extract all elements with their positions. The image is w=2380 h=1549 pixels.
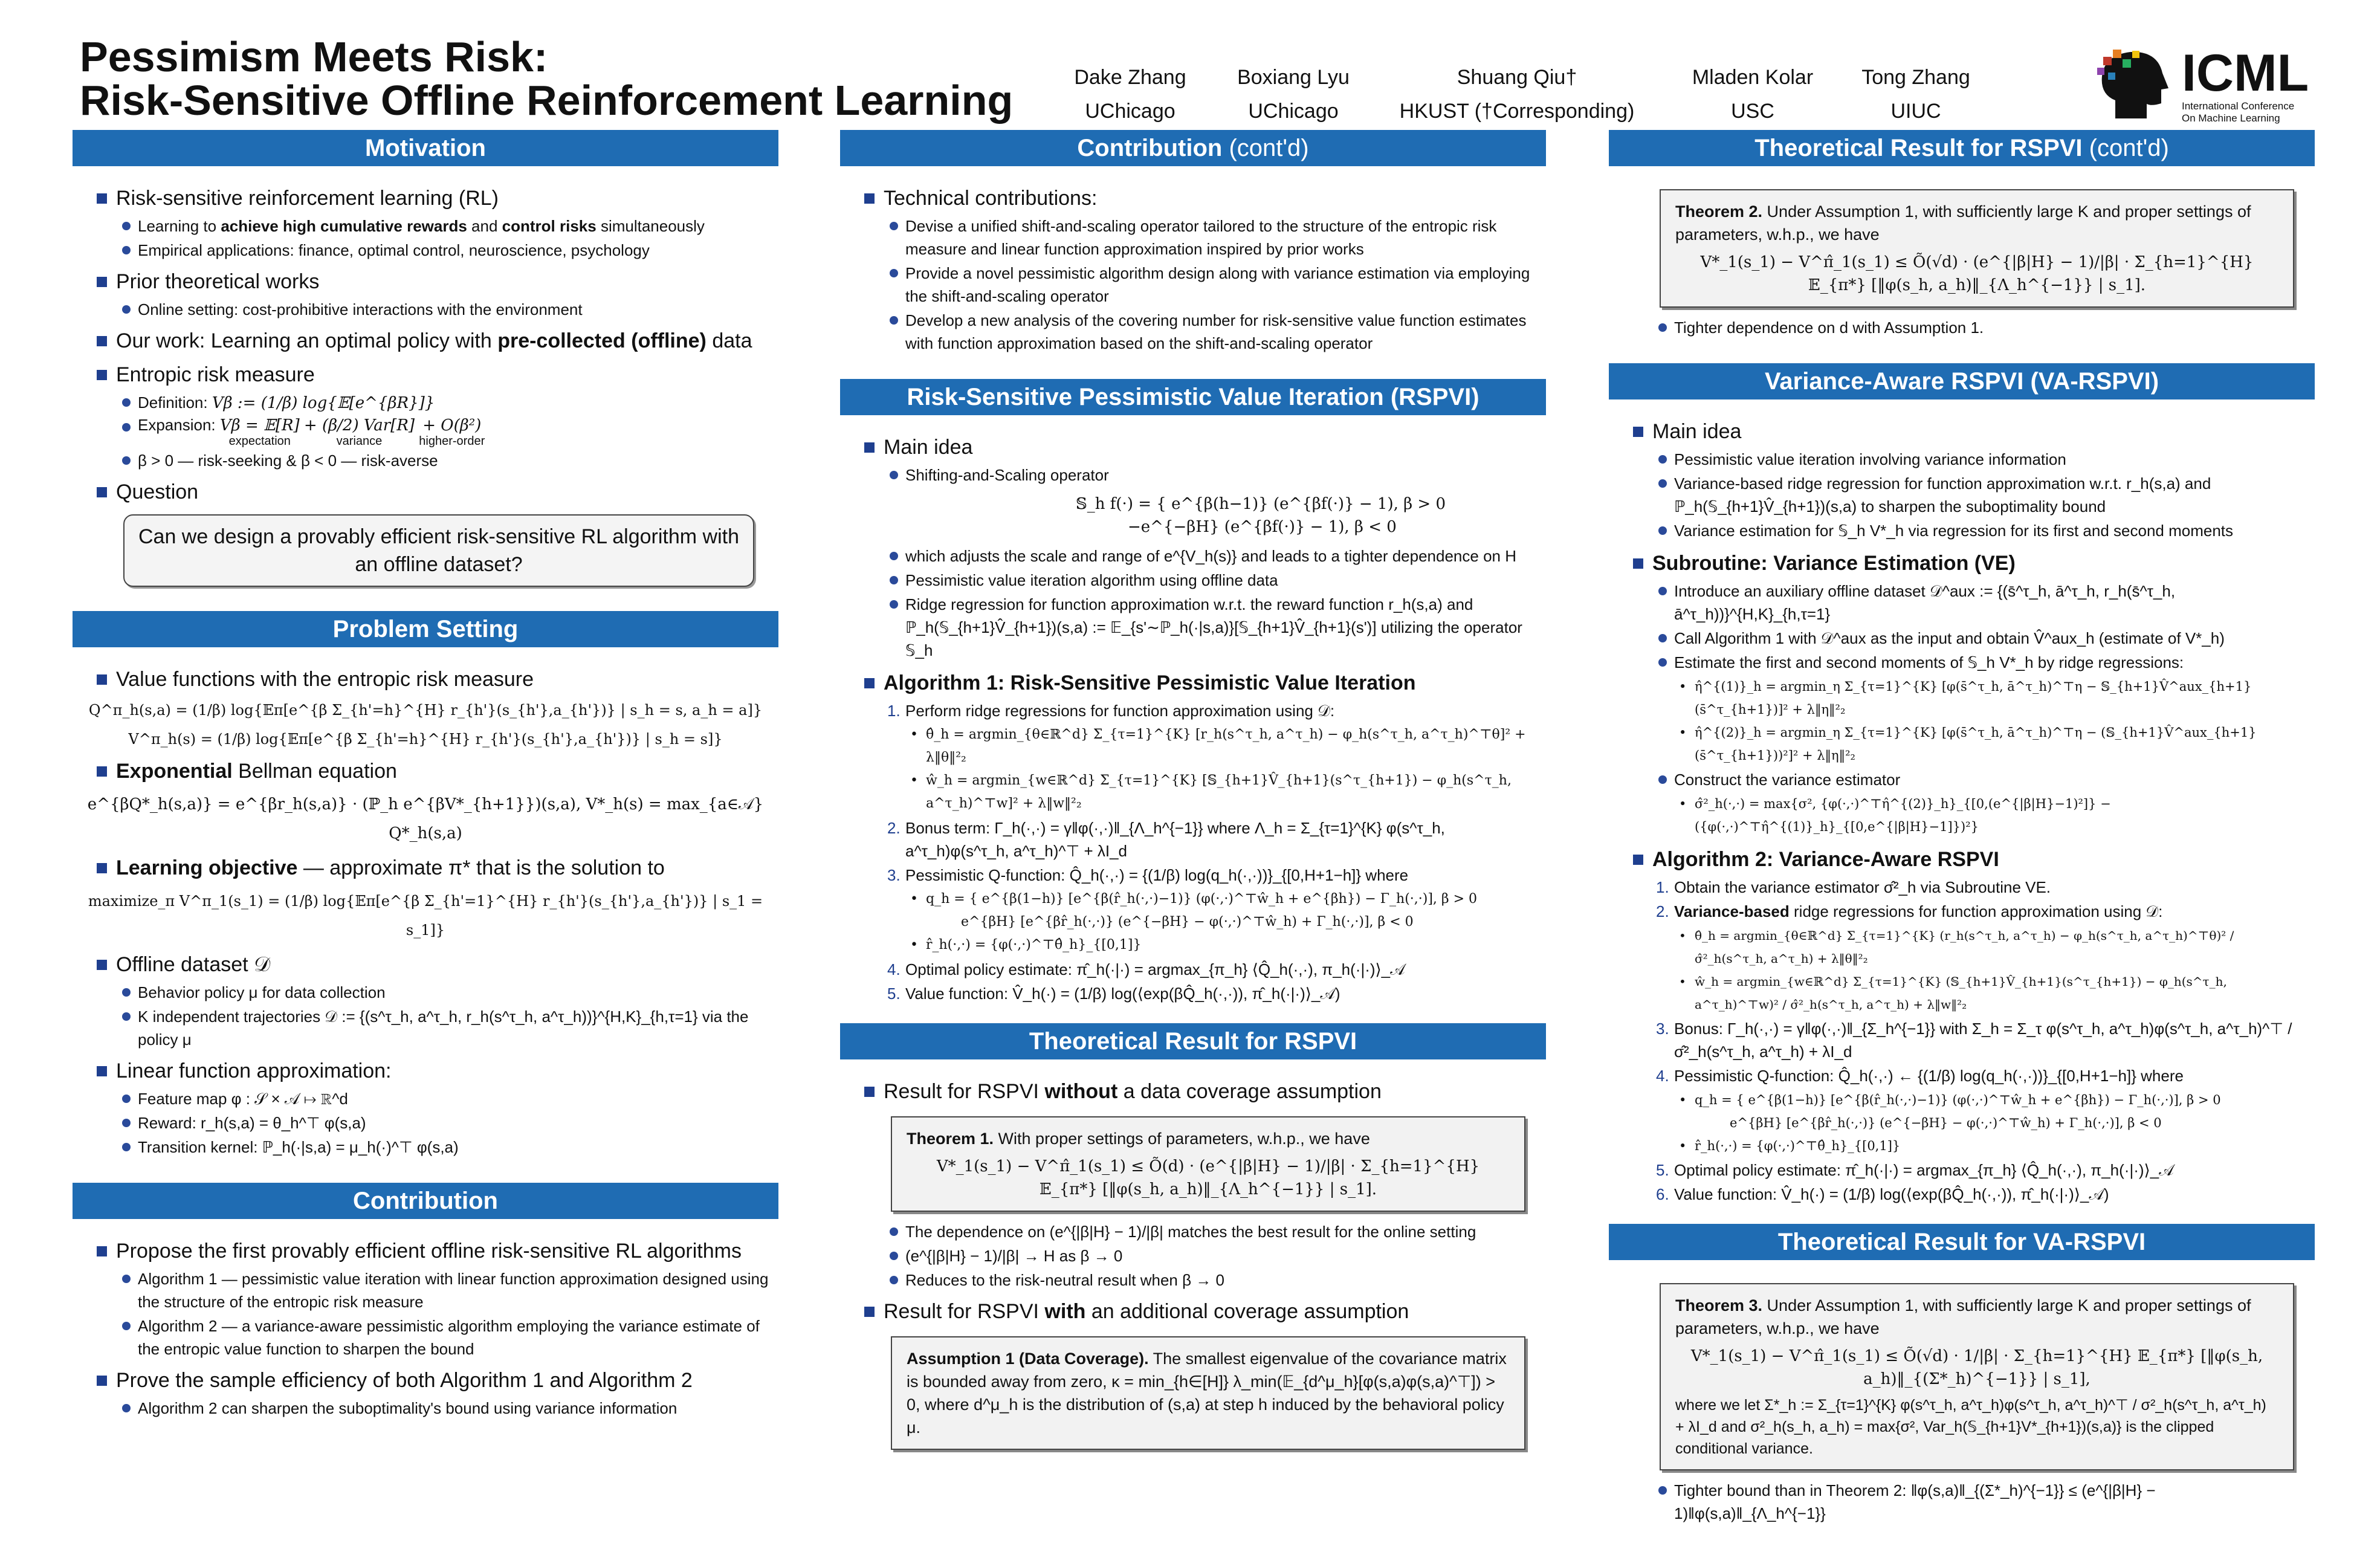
section-header: Theoretical Result for RSPVI	[840, 1023, 1546, 1059]
author-affiliation: UChicago	[1248, 100, 1339, 123]
bullet: Exponential Bellman equation	[79, 757, 772, 785]
author-name: Boxiang Lyu	[1237, 66, 1350, 89]
algorithm-substep: • ŵ_h = argmin_{w∈ℝ^d} Σ_{τ=1}^{K} [𝕊_{h+1}V̂_{h+1}(s^τ_{h+1}) − φ_h(s^τ_h, a^τ_h)^⊤w]² + λ‖w‖²₂	[846, 769, 1540, 815]
algorithm-substep: • q_h = { e^{β(1−h)} [e^{β(r̂_h(·,·)−1)} (φ(·,·)^⊤ŵ_h + e^{βh}) − Γ_h(·,·)], β > 0	[846, 888, 1540, 911]
sub-bullet: Call Algorithm 1 with 𝒟^aux as the input and obtain V̂^aux_h (estimate of V*_h)	[1615, 627, 2309, 650]
bullet: Technical contributions:	[846, 184, 1540, 212]
sub-bullet: Reward: r_h(s,a) = θ_h^⊤ φ(s,a)	[79, 1111, 772, 1134]
bullet: Result for RSPVI without a data coverage assumption	[846, 1078, 1540, 1105]
author-affiliation: USC	[1731, 100, 1774, 123]
expansion-term: + O(β²) higher-order	[419, 416, 485, 448]
section-header: Problem Setting	[73, 611, 778, 647]
author-affiliation: UChicago	[1085, 100, 1175, 123]
section-header: Contribution (cont'd)	[840, 130, 1546, 166]
algorithm-2-title: Algorithm 2: Variance-Aware RSPVI	[1615, 846, 2309, 873]
algorithm-step: 3. Bonus: Γ_h(·,·) = γ‖φ(·,·)‖_{Σ_h^{−1}} with Σ_h = Σ_τ φ(s^τ_h, a^τ_h)φ(s^τ_h, a^τ_h)^⊤ / σ̂²_h(s^τ_h, a^τ_h) + λI_d	[1656, 1020, 2292, 1061]
author-2	[1215, 60, 1372, 128]
poster-title-line1: Pessimism Meets Risk:	[80, 33, 548, 80]
text-line: which adjusts the scale and range of e^{V_h(s)} and leads to a tighter dependence on H	[846, 545, 1540, 568]
sub-bullet: Learning to achieve high cumulative rewards and control risks simultaneously	[79, 215, 772, 238]
algorithm-substep: • θ̂_h = argmin_{θ∈ℝ^d} Σ_{τ=1}^{K} (r_h(s^τ_h, a^τ_h) − φ_h(s^τ_h, a^τ_h)^⊤θ)² / σ̂²_h(s^τ_h, a^τ_h) + λ‖θ‖²₂	[1615, 924, 2309, 970]
theorem-2-box: Theorem 2. Under Assumption 1, with sufficiently large K and proper settings of parameters, w.h.p., we have V*_1(s_1) − V^π̂_1(s_1) ≤ Õ(√d) · (e^{|β|H} − 1)/|β| · Σ_{h=1}^{H} 𝔼_{π*} [‖φ(s_h, a_h)‖_{Λ_h^{−1}} | s_1].	[1660, 189, 2294, 308]
column-2	[840, 130, 1546, 1474]
section-rspvi	[840, 379, 1546, 1005]
equation-v: V^π_h(s) = (1/β) log{𝔼π[e^{β Σ_{h'=h}^{H} r_{h'}(s_{h'},a_{h'})} | s_h = s]}	[128, 731, 723, 748]
poster-title	[80, 35, 1013, 122]
algorithm-substep-cont: e^{βH} [e^{βr̂_h(·,·)} (e^{−βH} − φ(·,·)^⊤ŵ_h) + Γ_h(·,·)], β < 0	[961, 914, 1414, 930]
author-name: Shuang Qiu†	[1457, 66, 1577, 89]
icml-logo-sub1: International Conference	[2182, 100, 2295, 112]
sub-bullet: K independent trajectories 𝒟 := {(s^τ_h, a^τ_h, r_h(s^τ_h, a^τ_h))}^{H,K}_{h,τ=1} via the policy μ	[79, 1005, 772, 1051]
bullet: Linear function approximation:	[79, 1057, 772, 1085]
section-header: Theoretical Result for RSPVI (cont'd)	[1609, 130, 2315, 166]
sub-bullet: β > 0 — risk-seeking & β < 0 — risk-averse	[79, 449, 772, 472]
sub-bullet: Algorithm 2 — a variance-aware pessimistic algorithm employing the variance estimate of the entropic value function to sharpen the bound	[79, 1315, 772, 1360]
section-header: Theoretical Result for VA-RSPVI	[1609, 1224, 2315, 1260]
author-name: Mladen Kolar	[1692, 66, 1814, 89]
sub-bullet: Devise a unified shift-and-scaling operator tailored to the structure of the entropic risk measure and linear function approximation inspired by prior works	[846, 215, 1540, 260]
bullet: Prior theoretical works	[79, 268, 772, 296]
sub-bullet: Tighter dependence on d with Assumption 1.	[1615, 316, 2309, 339]
sub-bullet: Tighter bound than in Theorem 2: ‖φ(s,a)‖_{(Σ*_h)^{−1}} ≤ (e^{|β|H} − 1)‖φ(s,a)‖_{Λ_h^{−1}}	[1615, 1479, 2309, 1525]
sub-bullet: Transition kernel: ℙ_h(·|s,a) = μ_h(·)^⊤ φ(s,a)	[79, 1136, 772, 1159]
column-1	[73, 130, 778, 1444]
sub-bullet: Feature map φ : 𝒮 × 𝒜 ↦ ℝ^d	[79, 1087, 772, 1110]
section-header: Risk-Sensitive Pessimistic Value Iteration (RSPVI)	[840, 379, 1546, 415]
sub-bullet: Reduces to the risk-neutral result when β → 0	[846, 1269, 1540, 1292]
equation-shift-scale: 𝕊_h f(·) = { e^{β(h−1)} (e^{βf(·)} − 1), β > 0 −e^{−βH} (e^{βf(·)} − 1), β < 0	[1076, 495, 1446, 536]
sub-bullet: Construct the variance estimator	[1615, 768, 2309, 791]
section-header: Motivation	[73, 130, 778, 166]
section-problem-setting	[73, 611, 778, 1159]
sub-bullet: Pessimistic value iteration algorithm using offline data	[846, 569, 1540, 592]
author-affiliation: UIUC	[1890, 100, 1941, 123]
section-contribution	[73, 1183, 778, 1420]
algorithm-step: 1. Obtain the variance estimator σ̂²_h via Subroutine VE.	[1656, 878, 2051, 896]
author-5	[1837, 60, 1994, 128]
algorithm-step: 4. Pessimistic Q-function: Q̂_h(·,·) ← {(1/β) log(q_h(·,·))}_{[0,H+1−h]} where	[1656, 1067, 2184, 1085]
algorithm-1-title: Algorithm 1: Risk-Sensitive Pessimistic Value Iteration	[846, 669, 1540, 697]
expansion-term: Vβ = 𝔼[R] expectation	[219, 416, 300, 448]
section-theory-rspvi-cont	[1609, 130, 2315, 339]
sub-bullet: Variance-based ridge regression for function approximation w.r.t. r_h(s,a) and ℙ_h(𝕊_{h+1}V̂_{h+1})(s,a) to sharpen the suboptimality bound	[1615, 472, 2309, 518]
sub-bullet: (e^{|β|H} − 1)/|β| → H as β → 0	[846, 1244, 1540, 1267]
algorithm-substep-cont: e^{βH} [e^{βr̂_h(·,·)} (e^{−βH} − φ(·,·)^⊤ŵ_h) + Γ_h(·,·)], β < 0	[1730, 1116, 2162, 1130]
sub-bullet: Expansion: Vβ = 𝔼[R] expectation + (β/2) Var[R] variance + O(β²) higher-order	[79, 416, 772, 448]
sub-bullet: The dependence on (e^{|β|H} − 1)/|β| matches the best result for the online setting	[846, 1220, 1540, 1243]
sub-bullet: Pessimistic value iteration involving variance information	[1615, 448, 2309, 471]
subroutine-substep: • η̂^{(2)}_h = argmin_η Σ_{τ=1}^{K} [φ(s̄^τ_h, ā^τ_h)^⊤η − (𝕊_{h+1}V̂^aux_{h+1}(s̄^τ_{h+1}))²]² + λ‖η‖²₂	[1615, 721, 2309, 767]
icml-logo	[2091, 46, 2345, 125]
theorem-1-equation: V*_1(s_1) − V^π̂_1(s_1) ≤ Õ(d) · (e^{|β|H} − 1)/|β| · Σ_{h=1}^{H} 𝔼_{π*} [‖φ(s_h, a_h)‖_{Λ_h^{−1}} | s_1].	[936, 1157, 1480, 1198]
sub-bullet: Ridge regression for function approximation w.r.t. the reward function r_h(s,a) and ℙ_h(𝕊_{h+1}V̂_{h+1})(s,a) := 𝔼_{s'∼ℙ_h(·|s,a)}[𝕊_{h+1}V̂_{h+1}(s')] utilizing the operator 𝕊_h	[846, 593, 1540, 662]
column-3	[1609, 130, 2315, 1549]
algorithm-substep: • ŵ_h = argmin_{w∈ℝ^d} Σ_{τ=1}^{K} (𝕊_{h+1}V̂_{h+1}(s^τ_{h+1}) − φ_h(s^τ_h, a^τ_h)^⊤w)² / σ̂²_h(s^τ_h, a^τ_h) + λ‖w‖²₂	[1615, 970, 2309, 1016]
subroutine-substep: • σ̂²_h(·,·) = max{σ², {φ(·,·)^⊤η̂^{(2)}_h}_{[0,(e^{|β|H}−1)²]} − ({φ(·,·)^⊤η̂^{(1)}_h}_{[0,e^{|β|H}−1]})²}	[1615, 792, 2309, 838]
theorem-1-box: Theorem 1. With proper settings of parameters, w.h.p., we have V*_1(s_1) − V^π̂_1(s_1) ≤ Õ(d) · (e^{|β|H} − 1)/|β| · Σ_{h=1}^{H} 𝔼_{π*} [‖φ(s_h, a_h)‖_{Λ_h^{−1}} | s_1].	[891, 1116, 1525, 1212]
sub-bullet: Algorithm 2 can sharpen the suboptimality's bound using variance information	[79, 1397, 772, 1420]
author-affiliation: HKUST (†Corresponding)	[1399, 100, 1635, 123]
assumption-1-box: Assumption 1 (Data Coverage). The smallest eigenvalue of the covariance matrix is bounded away from zero, κ = min_{h∈[H]} λ_min(𝔼_{d^μ_h}[φ(s,a)φ(s,a)^⊤]) > 0, where d^μ_h is the distribution of (s,a) at step h induced by the behavioral policy μ.	[891, 1336, 1525, 1450]
author-1	[1052, 60, 1209, 128]
author-name: Tong Zhang	[1861, 66, 1970, 89]
algorithm-step: 2. Variance-based ridge regressions for function approximation using 𝒟:	[1656, 902, 2163, 920]
algorithm-substep: • r̂_h(·,·) = {φ(·,·)^⊤θ̂_h}_{[0,1]}	[1615, 1134, 2309, 1157]
theorem-3-equation: V*_1(s_1) − V^π̂_1(s_1) ≤ Õ(√d) · 1/|β| · Σ_{h=1}^{H} 𝔼_{π*} [‖φ(s_h, a_h)‖_{(Σ*_h)^{−1}} | s_1],	[1690, 1347, 2263, 1388]
theorem-3-box: Theorem 3. Under Assumption 1, with sufficiently large K and proper settings of parameters, w.h.p., we have V*_1(s_1) − V^π̂_1(s_1) ≤ Õ(√d) · 1/|β| · Σ_{h=1}^{H} 𝔼_{π*} [‖φ(s_h, a_h)‖_{(Σ*_h)^{−1}} | s_1], where we let Σ*_h := Σ_{τ=1}^{K} φ(s^τ_h, a^τ_h)φ(s^τ_h, a^τ_h)^⊤ / σ²_h(s^τ_h, a^τ_h) + λI_d and σ²_h(s_h, a_h) = max{σ², Var_h(𝕊_{h+1}V*_{h+1})(s,a)} is the clipped conditional variance.	[1660, 1283, 2294, 1470]
theorem-3-after: where we let Σ*_h := Σ_{τ=1}^{K} φ(s^τ_h, a^τ_h)φ(s^τ_h, a^τ_h)^⊤ / σ²_h(s^τ_h, a^τ_h) + λI_d and σ²_h(s_h, a_h) = max{σ², Var_h(𝕊_{h+1}V*_{h+1})(s,a)} is the clipped conditional variance.	[1675, 1397, 2266, 1457]
bullet: Our work: Learning an optimal policy with pre-collected (offline) data	[79, 327, 772, 355]
question-box: Can we design a provably efficient risk-sensitive RL algorithm with an offline dataset?	[123, 514, 754, 587]
sub-bullet: Shifting-and-Scaling operator	[846, 464, 1540, 487]
sub-bullet: Empirical applications: finance, optimal control, neuroscience, psychology	[79, 239, 772, 262]
section-va-rspvi	[1609, 363, 2315, 1206]
bullet: Entropic risk measure	[79, 361, 772, 389]
icml-logo-text: ICML	[2182, 44, 2309, 102]
section-header: Variance-Aware RSPVI (VA-RSPVI)	[1609, 363, 2315, 399]
section-header: Contribution	[73, 1183, 778, 1219]
algorithm-step: 3. Pessimistic Q-function: Q̂_h(·,·) = {(1/β) log(q_h(·,·))}_{[0,H+1−h]} where	[887, 866, 1409, 884]
icml-head-icon	[2091, 46, 2176, 125]
sub-bullet: Provide a novel pessimistic algorithm design along with variance estimation via employing the shift-and-scaling operator	[846, 262, 1540, 308]
bullet: Question	[79, 478, 772, 506]
bullet: Prove the sample efficiency of both Algorithm 1 and Algorithm 2	[79, 1366, 772, 1394]
author-3	[1378, 60, 1656, 128]
algorithm-substep: • q_h = { e^{β(1−h)} [e^{β(r̂_h(·,·)−1)} (φ(·,·)^⊤ŵ_h + e^{βh}) − Γ_h(·,·)], β > 0	[1615, 1088, 2309, 1111]
algorithm-step: 5. Value function: V̂_h(·) = (1/β) log(⟨exp(βQ̂_h(·,·)), π̂_h(·|·)⟩_𝒜)	[887, 985, 1340, 1003]
sub-bullet: Definition: Vβ := (1/β) log{𝔼[e^{βR}]}	[79, 391, 772, 415]
author-name: Dake Zhang	[1074, 66, 1186, 89]
algorithm-substep: • r̂_h(·,·) = {φ(·,·)^⊤θ̂_h}_{[0,1]}	[846, 934, 1540, 957]
bullet: Main idea	[846, 433, 1540, 461]
bullet: Main idea	[1615, 418, 2309, 445]
author-4	[1662, 60, 1843, 128]
theorem-2-equation: V*_1(s_1) − V^π̂_1(s_1) ≤ Õ(√d) · (e^{|β|H} − 1)/|β| · Σ_{h=1}^{H} 𝔼_{π*} [‖φ(s_h, a_h)‖_{Λ_h^{−1}} | s_1].	[1700, 253, 2254, 294]
sub-bullet: Develop a new analysis of the covering number for risk-sensitive value function estimates with function approximation based on the shift-and-scaling operator	[846, 309, 1540, 355]
algorithm-substep: • θ̂_h = argmin_{θ∈ℝ^d} Σ_{τ=1}^{K} [r_h(s^τ_h, a^τ_h) − φ_h(s^τ_h, a^τ_h)^⊤θ]² + λ‖θ‖²₂	[846, 723, 1540, 769]
sub-bullet: Estimate the first and second moments of 𝕊_h V*_h by ridge regressions:	[1615, 651, 2309, 674]
subroutine-substep: • η̂^{(1)}_h = argmin_η Σ_{τ=1}^{K} [φ(s̄^τ_h, ā^τ_h)^⊤η − 𝕊_{h+1}V̂^aux_{h+1}(s̄^τ_{h+1})]² + λ‖η‖²₂	[1615, 675, 2309, 721]
sub-bullet: Introduce an auxiliary offline dataset 𝒟^aux := {(s̄^τ_h, ā^τ_h, r_h(s̄^τ_h, ā^τ_h))}^{H,K}_{h,τ=1}	[1615, 580, 2309, 626]
bullet: Learning objective — approximate π* that is the solution to	[79, 854, 772, 882]
bullet: Propose the first provably efficient offline risk-sensitive RL algorithms	[79, 1237, 772, 1265]
bullet: Risk-sensitive reinforcement learning (RL)	[79, 184, 772, 212]
section-contribution-cont	[840, 130, 1546, 355]
sub-bullet: Online setting: cost-prohibitive interactions with the environment	[79, 298, 772, 321]
sub-bullet: Algorithm 1 — pessimistic value iteration with linear function approximation designed using the structure of the entropic risk measure	[79, 1267, 772, 1313]
section-motivation	[73, 130, 778, 587]
equation-q: Q^π_h(s,a) = (1/β) log{𝔼π[e^{β Σ_{h'=h}^{H} r_{h'}(s_{h'},a_{h'})} | s_h = s, a_h = a]}	[88, 702, 763, 719]
equation-objective: maximize_π V^π_1(s_1) = (1/β) log{𝔼π[e^{β Σ_{h'=1}^{H} r_{h'}(s_{h'},a_{h'})} | s_1 = s_1]}	[88, 893, 763, 939]
expansion-term: + (β/2) Var[R] variance	[303, 416, 415, 448]
section-theory-va-rspvi	[1609, 1224, 2315, 1525]
bullet: Result for RSPVI with an additional coverage assumption	[846, 1298, 1540, 1325]
equation-bellman: e^{βQ*_h(s,a)} = e^{βr_h(s,a)} · (ℙ_h e^{βV*_{h+1}})(s,a), V*_h(s) = max_{a∈𝒜} Q*_h(s,a)	[87, 795, 764, 842]
bullet: Value functions with the entropic risk measure	[79, 665, 772, 693]
sub-bullet: Variance estimation for 𝕊_h V*_h via regression for its first and second moments	[1615, 519, 2309, 542]
algorithm-step: 2. Bonus term: Γ_h(·,·) = γ‖φ(·,·)‖_{Λ_h^{−1}} where Λ_h = Σ_{τ=1}^{K} φ(s^τ_h, a^τ_h)φ(s^τ_h, a^τ_h)^⊤ + λI_d	[887, 819, 1445, 860]
section-theory-rspvi	[840, 1023, 1546, 1450]
icml-logo-sub2: On Machine Learning	[2182, 112, 2280, 124]
poster-title-line2: Risk-Sensitive Offline Reinforcement Learning	[80, 77, 1014, 124]
subroutine-title: Subroutine: Variance Estimation (VE)	[1615, 549, 2309, 577]
algorithm-step: 4. Optimal policy estimate: π̂_h(·|·) = argmax_{π_h} ⟨Q̂_h(·,·), π_h(·|·)⟩_𝒜	[887, 960, 1405, 978]
algorithm-step: 5. Optimal policy estimate: π̂_h(·|·) = argmax_{π_h} ⟨Q̂_h(·,·), π_h(·|·)⟩_𝒜	[1656, 1161, 2174, 1179]
algorithm-step: 1. Perform ridge regressions for function approximation using 𝒟:	[887, 702, 1335, 720]
algorithm-step: 6. Value function: V̂_h(·) = (1/β) log(⟨exp(βQ̂_h(·,·)), π̂_h(·|·)⟩_𝒜)	[1656, 1185, 2109, 1203]
bullet: Offline dataset 𝒟	[79, 951, 772, 978]
sub-bullet: Behavior policy μ for data collection	[79, 981, 772, 1004]
